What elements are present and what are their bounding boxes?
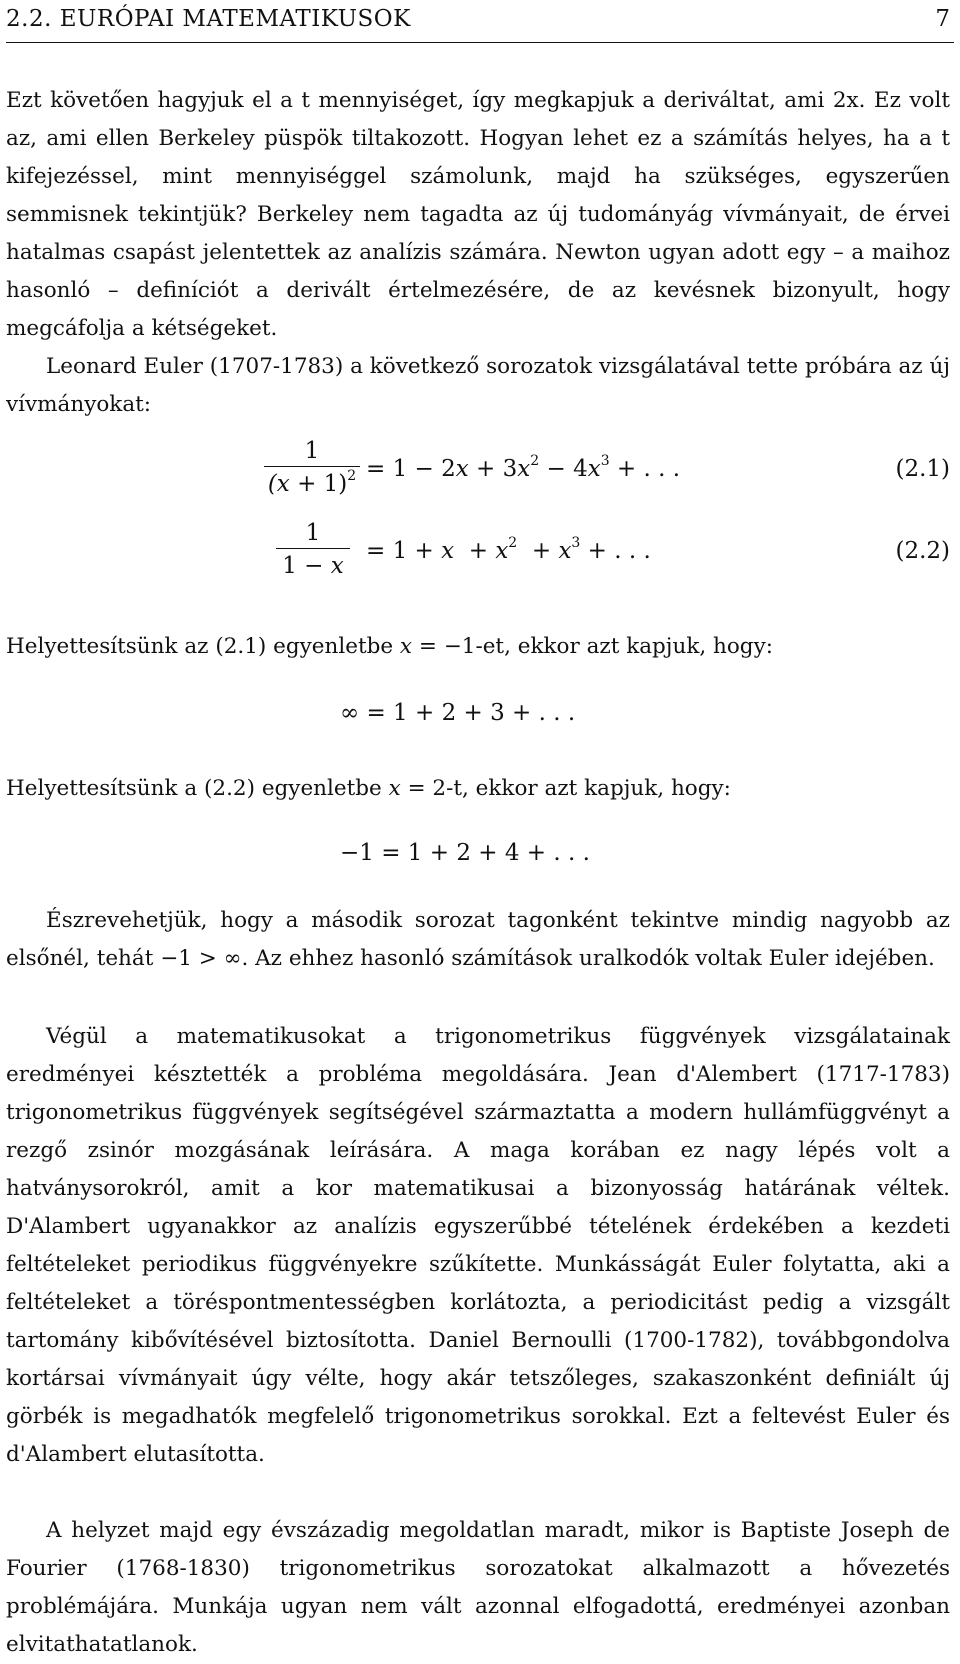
equation-2-2-numerator: 1 [305,520,321,546]
equation-2-2-fraction [276,518,350,581]
paragraph-observation: Észrevehetjük, hogy a második sorozat tagonként tekintve mindig nagyobb az elsőnél, tehát −1 > ∞. Az ehhez hasonló számítások uralkodók voltak Euler idejében. [6,908,950,971]
equation-2-1-label: (2.1) [895,456,950,482]
paragraph-euler-intro: Leonard Euler (1707-1783) a következő sorozatok vizsgálatával tette próbára az új vívmányokat: [6,354,950,417]
running-header [6,2,954,43]
paragraph-substitute-2-2: Helyettesítsünk a (2.2) egyenletbe x = 2-t, ekkor azt kapjuk, hogy: [6,776,731,801]
section-title: 2.2. EURÓPAI MATEMATIKUSOK [6,6,411,32]
equation-2-2 [6,518,950,590]
equation-2-1-rhs: = $1 - 2x + 3x^2 - 4x^3$ + . . . [366,453,681,482]
equation-2-2-label: (2.2) [895,538,950,564]
equation-2-1-numerator: 1 [304,438,320,464]
equation-2-2-denominator: 1 − x [282,553,344,579]
paragraph-trigonometric: Végül a matematikusokat a trigonometrikus függvények vizsgálatainak eredményei késztették a probléma megoldására. Jean d'Alembert (1717-1783) trigonometrikus függvények segítségével származtatta a modern hullámfüggvényt a rezgő zsinór mozgásának leírására. A maga korában ez nagy lépés volt a hatványsorokról, amit a kor matematikusai a bizonyosság határának véltek. D'Alambert ugyanakkor az analízis egyszerűbbé tételének érdekében a kezdeti feltételeket periodikus függvényekre szűkítette. Munkásságát Euler folytatta, aki a feltételeket a töréspontmentességben korlátozta, a periodicitást pedig a vizsgált tartomány kibővítésével biztosította. Daniel Bernoulli (1700-1782), továbbgondolva kortársai vívmányait úgy vélte, hogy akár tetszőleges, szakaszonként definiált új görbék is megadhatók megfelelő trigonometrikus sorokkal. Ezt a feltevést Euler és d'Alambert elutasította. [6,1024,950,1467]
equation-2-1-fraction [264,436,360,499]
equation-2-1-denominator: $(x + 1)^2$ [267,468,357,497]
equation-2-1 [6,436,950,508]
display-minus-one-sum: −1 = 1 + 2 + 4 + . . . [340,840,590,866]
paragraph-derivative-berkeley: Ezt követően hagyjuk el a t mennyiséget, így megkapjuk a deriváltat, ami 2x. Ez volt az, ami ellen Berkeley püspök tiltakozott. Hogyan lehet ez a számítás helyes, ha a t kifejezéssel, mint mennyiséggel számolunk, majd ha szükséges, egyszerűen semmisnek tekintjük? Berkeley nem tagadta az új tudományág vívmányait, de érvei hatalmas csapást jelentettek az analízis számára. Newton ugyan adott egy – a maihoz hasonló – definíciót a derivált értelmezésére, de az kevésnek bizonyult, hogy megcáfolja a kétségeket. [6,88,950,341]
equation-2-2-rhs: = $1 + x + x^2 + x^3$ + . . . [366,535,651,564]
display-infinity-sum: ∞ = 1 + 2 + 3 + . . . [340,700,576,726]
paragraph-substitute-2-1: Helyettesítsünk az (2.1) egyenletbe x = −1-et, ekkor azt kapjuk, hogy: [6,634,773,659]
paragraph-fourier: A helyzet majd egy évszázadig megoldatlan maradt, mikor is Baptiste Joseph de Fourier (1768-1830) trigonometrikus sorozatokat alkalmazott a hővezetés problémájára. Munkája ugyan nem vált azonnal elfogadottá, eredményei azonban elvitathatatlanok. [6,1518,950,1657]
page-number: 7 [935,6,950,32]
